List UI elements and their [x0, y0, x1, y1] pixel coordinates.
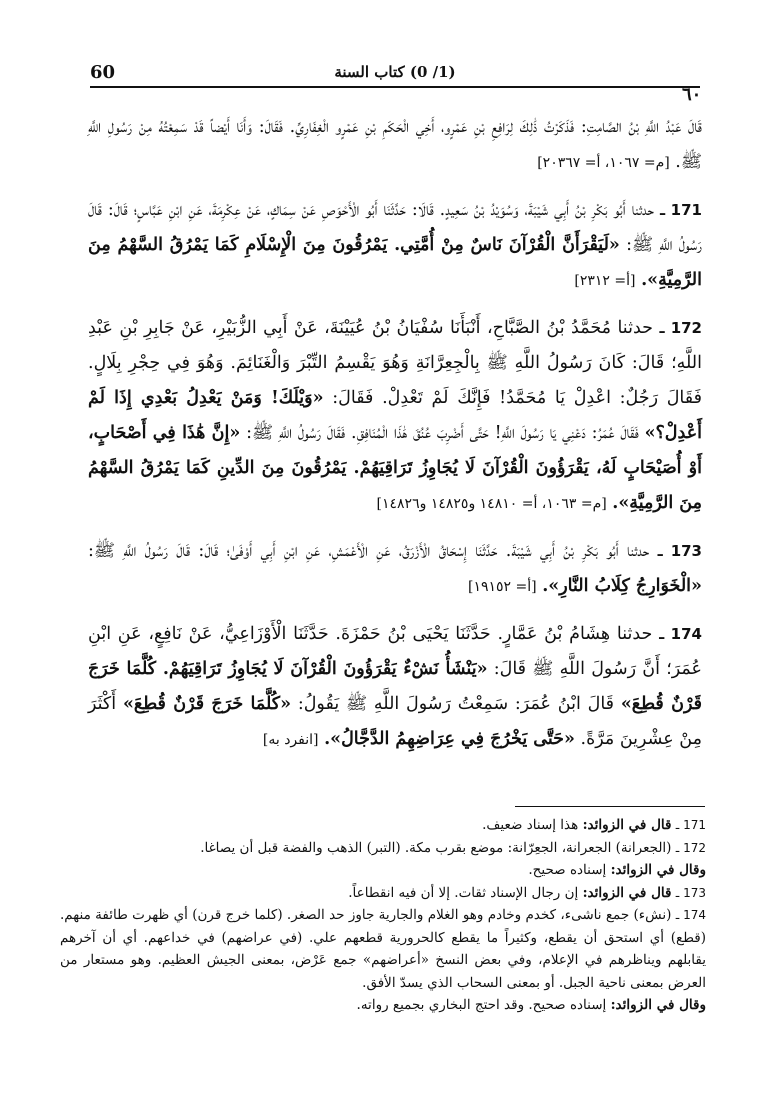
footnote-text: إن رجال الإسناد ثقات. إلا أن فيه انقطاعاً. — [348, 884, 579, 901]
footnote-label: قال في الزوائد: — [582, 817, 672, 833]
hadith-174-number: 174 ـ — [659, 625, 702, 643]
hadith-171-reference: [أ= ٢٣١٢] — [574, 273, 636, 289]
footnote-label: وقال في الزوائد: — [610, 997, 706, 1013]
hadith-171 — [88, 193, 702, 299]
footnotes — [60, 814, 706, 1017]
hadith-171-matn: «لَيَقْرَأَنَّ الْقُرْآنَ نَاسٌ مِنْ أُمَّتِي. يَمْرُقُونَ مِنَ الْإِسْلَامِ كَمَا يَمْرُقُ السَّهْمُ مِنَ الرَّمِيَّةِ». — [88, 235, 702, 290]
hadith-174-matn-3: «حَتَّى يَخْرُجَ فِي عِرَاضِهِمُ الدَّجَّالُ». — [324, 729, 575, 749]
hadith-171-isnad: حدثنا أَبُو بَكْرِ بْنُ أَبِي شَيْبَةَ، وَسُوَيْدُ بْنُ سَعِيدٍ. قَالَا: حَدَّثَنَا أَبُو الْأَحْوَصِ عَنْ سِمَاكٍ، عَنْ عِكْرِمَةَ، عَنِ ابْنِ عَبَّاسٍ؛ قَالَ: قَالَ رَسُولُ اللَّهِ ﷺ: — [88, 200, 702, 255]
footnote-number: 173 ـ — [675, 885, 706, 900]
footnote-text: (الجعرانة) الجعرانة، الجعِرّانة: موضع بقرب مكة. (التبر) الذهب والفضة قبل أن يصاغا. — [200, 839, 672, 856]
hadith-170-text-a: قَالَ عَبْدُ اللَّهِ بْنُ الصَّامِتِ: فَذَكَرْتُ ذَٰلِكَ لِرَافِعِ بْنِ عَمْرٍو، أَخِي الْحَكَمِ بْنِ عَمْرٍو الْغِفَارِيِّ. — [289, 117, 702, 137]
hadith-172-matn-2: «إِنَّ هَٰذَا فِي أَصْحَابٍ، أَوْ أُصَيْحَابٍ لَهُ، يَقْرَؤُونَ الْقُرْآنَ لَا يُجَاوِزُ تَرَاقِيَهُمْ. يَمْرُقُونَ مِنَ الدِّينِ كَمَا يَمْرُقُ السَّهْمُ مِنَ الرَّمِيَّةِ». — [88, 423, 702, 513]
hadith-174 — [88, 617, 702, 758]
footnote-number: 174 ـ — [675, 908, 706, 922]
hadith-170-reference: [م= ١٠٦٧، أ= ٢٠٣٦٧] — [537, 155, 670, 171]
hadith-174-isnad: حدثنا هِشَامُ بْنُ عَمَّارٍ. حَدَّثَنَا يَحْيَى بْنُ حَمْزَةَ. حَدَّثَنَا الْأَوْزَاعِيُّ، عَنْ نَافِعٍ، عَنِ ابْنِ عُمَرَ؛ أَنَّ رَسُولَ اللَّهِ ﷺ قَالَ: — [88, 624, 702, 679]
hadith-174-matn-1: «يَنْشَأُ نَشْءٌ يَقْرَؤُونَ الْقُرْآنَ لَا يُجَاوِزُ تَرَاقِيَهُمْ. كُلَّمَا خَرَجَ قَرْنٌ قُطِعَ» — [88, 659, 702, 714]
hadith-body — [88, 110, 702, 770]
footnote — [60, 859, 706, 882]
hadith-173-number: 173 ـ — [657, 542, 702, 560]
hadith-174-mid-2: أَكْثَرَ مِنْ عِشْرِينَ مَرَّةً. — [88, 694, 702, 749]
hadith-170-continuation — [88, 110, 702, 181]
hadith-172-matn-1: «وَيْلَكَ! وَمَنْ يَعْدِلُ بَعْدِي إِذَا لَمْ أَعْدِلْ؟» — [88, 388, 702, 443]
hadith-172-number: 172 ـ — [659, 319, 702, 337]
page-header — [90, 60, 700, 88]
hadith-171-number: 171 ـ — [659, 201, 702, 219]
hadith-172 — [88, 311, 702, 522]
hadith-174-matn-2: «كُلَّمَا خَرَجَ قَرْنٌ قُطِعَ» — [122, 694, 292, 714]
footnote-divider — [515, 806, 705, 807]
running-title: (1/ 0) كتاب السنة — [334, 63, 456, 81]
footnote — [60, 882, 706, 905]
hadith-173-matn: «الْخَوَارِجُ كِلَابُ النَّارِ». — [542, 576, 702, 596]
hadith-172-isnad: حدثنا مُحَمَّدُ بْنُ الصَّبَّاحِ، أَنْبَأَنَا سُفْيَانُ بْنُ عُيَيْنَةَ، عَنْ أَبِي الزُّبَيْرِ، عَنْ جَابِرِ بْنِ عَبْدِ اللَّهِ؛ قَالَ: كَانَ رَسُولُ اللَّهِ ﷺ بِالْجِعِرَّانَةِ وَهُوَ يَقْسِمُ التِّبْرَ وَالْغَنَائِمَ. وَهُوَ فِي حِجْرِ بِلَالٍ. فَقَالَ رَجُلٌ: اعْدِلْ يَا مُحَمَّدُ! فَإِنَّكَ لَمْ تَعْدِلْ. فَقَالَ: — [88, 318, 702, 408]
hadith-172-mid: فَقَالَ عُمَرُ: دَعْنِي يَا رَسُولَ اللَّهِ! حَتَّى أَضْرِبَ عُنُقَ هَٰذَا الْمُنَافِقِ. فَقَالَ رَسُولُ اللَّهِ ﷺ: — [246, 423, 639, 443]
footnote — [60, 814, 706, 837]
page-number-latin: 60 — [90, 62, 116, 83]
footnote-text: إسناده صحيح. وقد احتج البخاري بجميع رواته. — [356, 997, 607, 1013]
hadith-173 — [88, 534, 702, 605]
footnote-text: إسناده صحيح. — [528, 862, 607, 878]
footnote — [60, 994, 706, 1017]
hadith-170-text-b: فَقَالَ: وَأَنَا أَيْضاً قَدْ سَمِعْتُهُ مِنْ رَسُولِ اللَّهِ ﷺ. — [88, 117, 702, 172]
footnote-text: هذا إسناد ضعيف. — [482, 817, 579, 833]
hadith-173-reference: [أ= ١٩١٥٢] — [467, 579, 537, 595]
footnote-text: (نشء) جمع ناشىء، كخدم وخادم وهو الغلام والجارية جاوز حد الصغر. (كلما خرج قرن) أي ظهرت طائفة منهم. (قطع) أي استحق أن يقطع، وكثيراً ما يقطع كالحرورية قطعهم علي. (في عراضهم) في خداعهم. أي أن آخرهم يقابلهم ويناظرهم في الإعلام، وفي بعض النسخ «أعراضهم» جمع عَرْض، بمعنى الجيش العظيم. وهو مستعار من العرض بمعنى ناحية الجبل. أو بمعنى السحاب الذي يسدّ الأفق. — [60, 907, 706, 991]
hadith-174-reference: [انفرد به] — [262, 732, 319, 748]
footnote-label: قال في الزوائد: — [582, 884, 672, 901]
footnote — [60, 904, 706, 994]
footnote-number: 172 ـ — [675, 840, 706, 855]
footnote — [60, 837, 706, 860]
hadith-174-mid: قَالَ ابْنُ عُمَرَ: سَمِعْتُ رَسُولَ اللَّهِ ﷺ يَقُولُ: — [297, 694, 615, 714]
hadith-172-reference: [م= ١٠٦٣، أ= ١٤٨١٠ و١٤٨٢٥ و١٤٨٢٦] — [376, 496, 607, 512]
hadith-173-isnad: حدثنا أَبُو بَكْرِ بْنُ أَبِي شَيْبَةَ. حَدَّثَنَا إِسْحَاقُ الْأَزْرَقُ، عَنِ الْأَعْمَشِ، عَنِ ابْنِ أَبِي أَوْفَىٰ؛ قَالَ: قَالَ رَسُولُ اللَّهِ ﷺ: — [88, 541, 650, 561]
footnote-label: وقال في الزوائد: — [610, 862, 706, 878]
page-number-arabic: ٦٠ — [682, 84, 702, 105]
footnote-number: 171 ـ — [675, 818, 706, 832]
